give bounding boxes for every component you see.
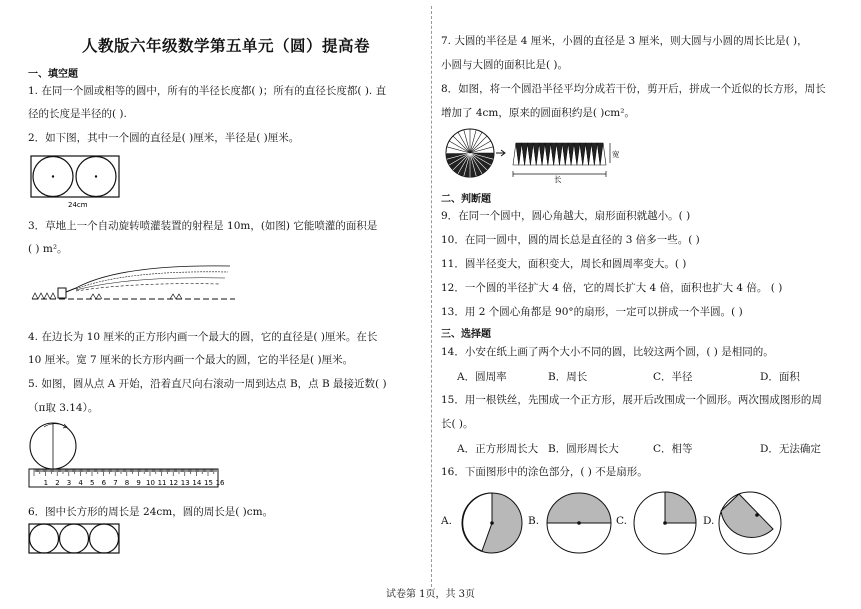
q16-figure-d (715, 491, 785, 555)
question-12: 12．一个圆的半径扩大 4 倍，它的周长扩大 4 倍，面积也扩大 4 倍。 ( ) (441, 282, 783, 294)
ruler-label: 12 (169, 479, 179, 487)
question-8-line2: 增加了 4cm，原来的圆面积约是( )cm²。 (441, 107, 635, 119)
q16-figure-b (543, 491, 615, 555)
label-wide: 宽 (612, 150, 620, 159)
ruler-label: 10 (146, 479, 155, 487)
ruler-label: 15 (204, 479, 213, 487)
question-9: 9．在同一个圆中，圆心角越大，扇形面积就越小。( ) (441, 210, 691, 222)
question-11: 11．圆半径变大，面积变大，周长和圆周率变大。( ) (441, 258, 687, 270)
q14-option-a: A．圆周率 (457, 371, 507, 383)
q14-option-b: B．周长 (548, 371, 588, 383)
question-2: 2．如下图，其中一个圆的直径是( )厘米，半径是( )厘米。 (28, 132, 300, 144)
figure-label-24cm: 24cm (68, 201, 88, 209)
question-3-line2: ( ) m²。 (28, 243, 68, 255)
q16-option-d: D. (703, 515, 715, 527)
q14-option-d: D．面积 (760, 371, 800, 383)
ruler-label: 6 (101, 479, 107, 487)
ruler-label: 1 (43, 479, 49, 487)
question-14: 14．小安在纸上画了两个大小不同的圆，比较这两个圆，( ) 是相同的。 (441, 346, 774, 358)
ruler-label: 11 (157, 479, 167, 487)
ruler-label: 7 (113, 479, 118, 487)
question-5-line1: 5. 如图，圆从点 A 开始，沿着直尺向右滚动一周到达点 B，点 B 最接近数( ) (28, 378, 387, 390)
ruler-label: 9 (136, 479, 141, 487)
ruler-label: 16 (215, 479, 225, 487)
ruler-label: 5 (90, 479, 95, 487)
question-1-line2: 径的长度是半径的( ). (28, 108, 127, 120)
sprinkler-figure (30, 262, 235, 307)
ruler-label: 8 (124, 479, 130, 487)
question-6: 6．图中长方形的周长是 24cm，圆的周长是( )cm。 (28, 506, 274, 518)
ruler-circle-figure (28, 418, 223, 498)
question-13: 13．用 2 个圆心角都是 90°的扇形，一定可以拼成一个半圆。( ) (441, 306, 743, 318)
q16-figure-c (630, 491, 700, 555)
q15-option-c: C．相等 (653, 443, 693, 455)
label-long: 长 (554, 175, 562, 184)
q16-option-a: A. (441, 515, 452, 527)
section-choice: 三、选择题 (441, 329, 491, 340)
question-15-line1: 15．用一根铁丝，先围成一个正方形，展开后改围成一个圆形。两次围成图形的周 (441, 394, 822, 406)
question-4-line1: 4. 在边长为 10 厘米的正方形内画一个最大的圆，它的直径是( )厘米。在长 (28, 331, 378, 343)
q15-option-d: D．无法确定 (760, 443, 821, 455)
question-10: 10．在同一圆中，圆的周长总是直径的 3 倍多一些。( ) (441, 234, 700, 246)
q15-option-b: B．圆形周长大 (548, 443, 619, 455)
column-divider (431, 6, 432, 587)
ruler-label: 13 (180, 479, 190, 487)
circle-to-rectangle-figure (443, 128, 623, 183)
three-circles-rectangle-figure (28, 523, 122, 555)
question-16: 16．下面图形中的涂色部分，( ) 不是扇形。 (441, 466, 648, 478)
q16-figure-a (458, 491, 526, 555)
question-7-line2: 小圆与大圆的面积比是( )。 (441, 59, 569, 71)
question-7-line1: 7. 大圆的半径是 4 厘米，小圆的直径是 3 厘米，则大圆与小圆的周长比是( )， (441, 35, 808, 47)
q15-option-a: A．正方形周长大 (457, 443, 539, 455)
two-circles-rectangle-figure (30, 155, 122, 210)
page-footer: 试卷第 1页，共 3页 (385, 589, 476, 600)
question-15-line2: 长( )。 (441, 418, 474, 430)
question-4-line2: 10 厘米。宽 7 厘米的长方形内画一个最大的圆，它的半径是( )厘米。 (28, 354, 354, 366)
section-fill-blank: 一、填空题 (28, 69, 78, 80)
question-8-line1: 8．如图，将一个圆沿半径平均分成若干份，剪开后，拼成一个近似的长方形，周长 (441, 83, 826, 95)
question-1-line1: 1. 在同一个圆或相等的圆中，所有的半径长度都( )；所有的直径长度都( ). 直 (28, 85, 387, 97)
ruler-label: 4 (78, 479, 83, 487)
ruler-label: 2 (55, 479, 60, 487)
ruler-label: 14 (192, 479, 202, 487)
q16-option-b: B. (528, 515, 540, 527)
q14-option-c: C．半径 (653, 371, 693, 383)
page-title: 人教版六年级数学第五单元（圆）提高卷 (82, 37, 371, 55)
section-judgement: 二、判断题 (441, 194, 491, 205)
question-5-line2: （π取 3.14）。 (28, 402, 99, 414)
ruler-label: 3 (66, 479, 72, 487)
q16-option-c: C. (616, 515, 627, 527)
question-3-line1: 3．草地上一个自动旋转喷灌装置的射程是 10m，(如图) 它能喷灌的面积是 (28, 220, 378, 232)
